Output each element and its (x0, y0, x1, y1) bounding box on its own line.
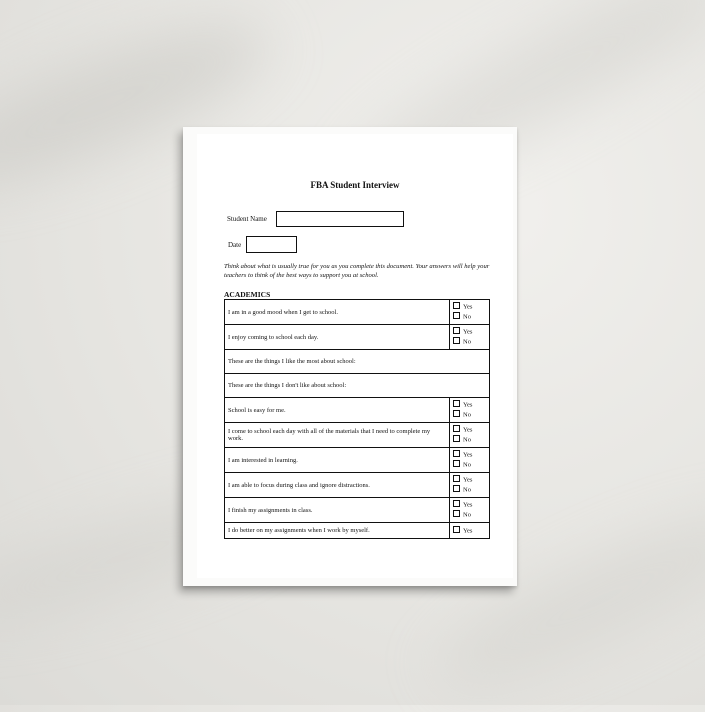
checkbox-icon[interactable] (453, 475, 460, 482)
option-label: No (463, 411, 471, 419)
open-response-prompt: These are the things I don't like about school: (225, 374, 490, 398)
table-row (225, 300, 490, 325)
checkbox-icon[interactable] (453, 337, 460, 344)
answer-options (450, 300, 490, 325)
student-name-label: Student Name (227, 215, 267, 223)
table-row (225, 374, 490, 398)
date-label: Date (228, 241, 242, 249)
table-row (225, 325, 490, 350)
option-label: No (463, 486, 471, 494)
option-label: No (463, 511, 471, 519)
checkbox-icon[interactable] (453, 510, 460, 517)
checkbox-icon[interactable] (453, 485, 460, 492)
checkbox-icon[interactable] (453, 435, 460, 442)
checkbox-icon[interactable] (453, 312, 460, 319)
option-yes[interactable] (453, 327, 486, 337)
answer-options (450, 473, 490, 498)
option-no[interactable] (453, 410, 486, 420)
answer-options (450, 423, 490, 448)
table-row (225, 473, 490, 498)
option-label: Yes (463, 501, 473, 509)
option-no[interactable] (453, 485, 486, 495)
option-label: Yes (463, 451, 473, 459)
instructions-text: Think about what is usually true for you as you complete this document. Your answers will help your teachers to think of the best ways to support you at school. (224, 263, 490, 279)
question-text: School is easy for me. (225, 398, 450, 423)
table-row (225, 498, 490, 523)
option-no[interactable] (453, 460, 486, 470)
option-yes[interactable] (453, 500, 486, 510)
option-yes[interactable] (453, 425, 486, 435)
option-label: Yes (463, 401, 473, 409)
checkbox-icon[interactable] (453, 400, 460, 407)
student-name-field[interactable] (276, 211, 404, 227)
checkbox-icon[interactable] (453, 302, 460, 309)
option-no[interactable] (453, 435, 486, 445)
option-yes[interactable] (453, 475, 486, 485)
picture-frame (183, 127, 517, 586)
question-text: I finish my assignments in class. (225, 498, 450, 523)
answer-options (450, 325, 490, 350)
option-no[interactable] (453, 312, 486, 322)
option-label: Yes (463, 303, 473, 311)
option-label: Yes (463, 476, 473, 484)
date-field[interactable] (246, 236, 297, 253)
question-text: I am able to focus during class and ignore distractions. (225, 473, 450, 498)
question-text: I am interested in learning. (225, 448, 450, 473)
option-yes[interactable] (453, 526, 486, 536)
answer-options (450, 523, 490, 539)
question-text: I enjoy coming to school each day. (225, 325, 450, 350)
table-row (225, 523, 490, 539)
checkbox-icon[interactable] (453, 460, 460, 467)
questions-table (224, 299, 490, 539)
answer-options (450, 398, 490, 423)
option-no[interactable] (453, 337, 486, 347)
document-page (197, 134, 513, 578)
table-row (225, 350, 490, 374)
checkbox-icon[interactable] (453, 450, 460, 457)
question-text: I come to school each day with all of the materials that I need to complete my work. (225, 423, 450, 448)
option-label: No (463, 436, 471, 444)
option-label: Yes (463, 426, 473, 434)
option-yes[interactable] (453, 400, 486, 410)
checkbox-icon[interactable] (453, 327, 460, 334)
answer-options (450, 448, 490, 473)
checkbox-icon[interactable] (453, 425, 460, 432)
open-response-prompt: These are the things I like the most about school: (225, 350, 490, 374)
option-label: No (463, 313, 471, 321)
table-row (225, 423, 490, 448)
option-yes[interactable] (453, 302, 486, 312)
checkbox-icon[interactable] (453, 500, 460, 507)
answer-options (450, 498, 490, 523)
question-text: I am in a good mood when I get to school. (225, 300, 450, 325)
checkbox-icon[interactable] (453, 526, 460, 533)
table-row (225, 448, 490, 473)
table-row (225, 398, 490, 423)
option-label: Yes (463, 328, 473, 336)
option-label: No (463, 461, 471, 469)
option-label: No (463, 338, 471, 346)
section-heading: ACADEMICS (224, 290, 271, 299)
option-no[interactable] (453, 510, 486, 520)
option-label: Yes (463, 527, 473, 534)
document-title: FBA Student Interview (310, 180, 400, 190)
checkbox-icon[interactable] (453, 410, 460, 417)
question-text: I do better on my assignments when I work by myself. (225, 523, 450, 539)
option-yes[interactable] (453, 450, 486, 460)
